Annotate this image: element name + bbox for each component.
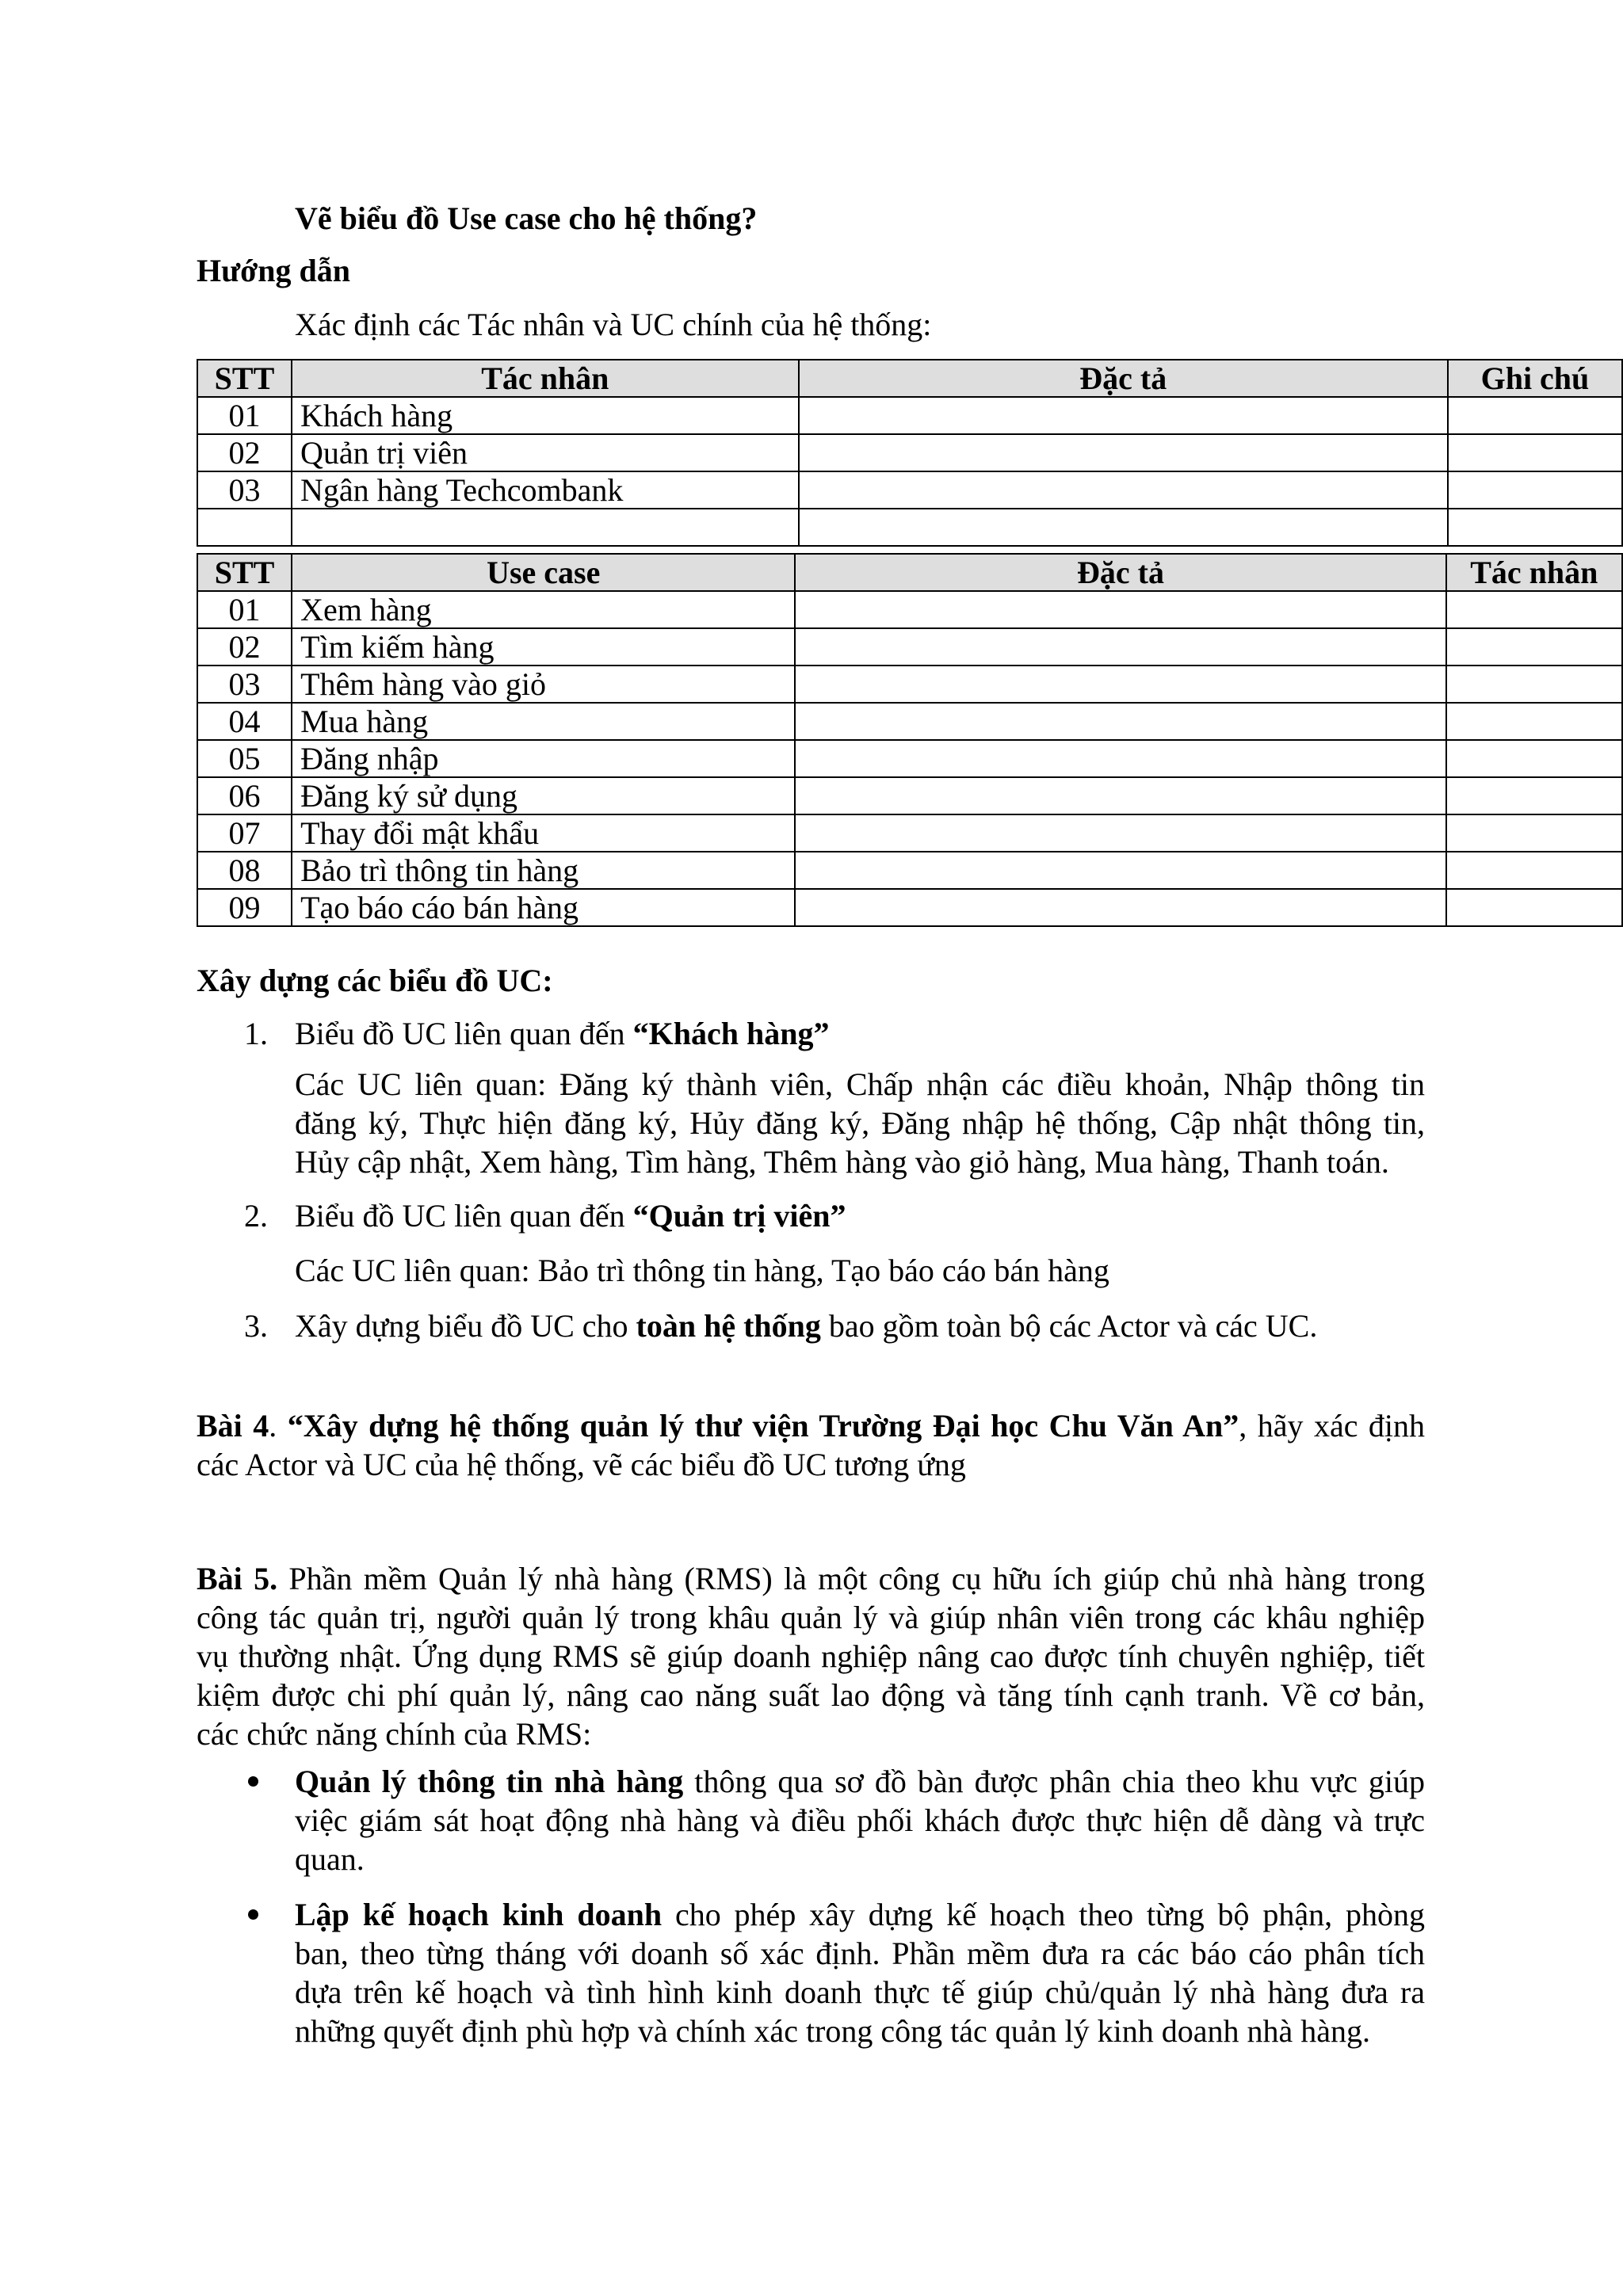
table-row (197, 509, 1622, 546)
table-row (197, 889, 1622, 926)
item-2-prefix: Biểu đồ UC liên quan đến (295, 1198, 633, 1234)
item-2-bold: “Quản trị viên” (632, 1198, 846, 1234)
header-usecase: Use case (292, 554, 795, 591)
header-spec: Đặc tả (799, 360, 1448, 397)
build-heading: Xây dựng các biểu đồ UC: (197, 963, 553, 998)
cell-spec (795, 777, 1445, 814)
cell-stt: 07 (197, 814, 292, 852)
cell-actor (1446, 740, 1622, 777)
table-row (197, 434, 1622, 471)
item-2-number: 2. (244, 1198, 268, 1234)
cell-spec (799, 434, 1448, 471)
cell-actor (1446, 591, 1622, 628)
exercise-4 (197, 1406, 1425, 1484)
exercise-5-line-1 (197, 1559, 1425, 1598)
cell-note (1448, 434, 1622, 471)
intro-text: Xác định các Tác nhân và UC chính của hệ thống: (295, 307, 932, 342)
item-1-bold: “Khách hàng” (632, 1016, 830, 1051)
header-actor: Tác nhân (292, 360, 799, 397)
cell-actor (292, 509, 799, 546)
bullet-2-line: dựa trên kế hoạch và tình hình kinh doanh thực tế giúp chủ/quản lý nhà hàng đưa ra (295, 1974, 1425, 2010)
cell-stt: 09 (197, 889, 292, 926)
item-1-number: 1. (244, 1016, 268, 1051)
cell-stt: 01 (197, 397, 292, 434)
cell-spec (795, 628, 1445, 666)
cell-stt (197, 509, 292, 546)
bullet-2-line: những quyết định phù hợp và chính xác trong công tác quản lý kinh doanh nhà hàng. (295, 2013, 1370, 2049)
bullet-2-line-1 (295, 1895, 1425, 1934)
cell-actor (1446, 852, 1622, 889)
exercise-4-rest: , hãy xác định (1239, 1408, 1426, 1444)
cell-spec (799, 397, 1448, 434)
bullet-1-bold: Quản lý thông tin nhà hàng (295, 1764, 684, 1799)
bullet-1-line: quan. (295, 1841, 365, 1877)
bullet-2-text (295, 1895, 1425, 2050)
cell-stt: 05 (197, 740, 292, 777)
exercise-5-line: công tác quản trị, người quản lý trong khâu quản lý và giúp nhân viên trong các khâu nghiệp (197, 1600, 1425, 1635)
cell-usecase: Tìm kiếm hàng (292, 628, 795, 666)
exercise-5-line: vụ thường nhật. Ứng dụng RMS sẽ giúp doanh nghiệp nâng cao được tính chuyên nghiệp, tiết (197, 1638, 1425, 1674)
header-spec: Đặc tả (795, 554, 1445, 591)
cell-note (1448, 397, 1622, 434)
actor-table (197, 359, 1623, 547)
table-row (197, 814, 1622, 852)
cell-actor (1446, 666, 1622, 703)
item-3-bold: toàn hệ thống (636, 1308, 821, 1344)
bullet-2-rest: cho phép xây dựng kế hoạch theo từng bộ phận, phòng (662, 1897, 1425, 1932)
cell-usecase: Thêm hàng vào giỏ (292, 666, 795, 703)
cell-stt: 03 (197, 666, 292, 703)
bullet-1-line: việc giám sát hoạt động nhà hàng và điều phối khách được thực hiện dễ dàng và trực (295, 1802, 1425, 1838)
exercise-4-dot: . (269, 1408, 288, 1444)
table-row (197, 591, 1622, 628)
exercise-5-label: Bài 5. (197, 1561, 278, 1596)
usecase-table (197, 553, 1623, 927)
header-stt: STT (197, 554, 292, 591)
item-2-text (295, 1200, 846, 1232)
cell-actor: Ngân hàng Techcombank (292, 471, 799, 509)
actor-table-header (197, 360, 1622, 397)
item-1-detail-line: đăng ký, Thực hiện đăng ký, Hủy đăng ký, Đăng nhập hệ thống, Cập nhật thông tin, (295, 1105, 1425, 1141)
item-1-text (295, 1018, 829, 1050)
exercise-4-line-1 (197, 1406, 1425, 1445)
exercise-4-label: Bài 4 (197, 1408, 269, 1444)
cell-spec (795, 666, 1445, 703)
cell-stt: 02 (197, 434, 292, 471)
cell-usecase: Tạo báo cáo bán hàng (292, 889, 795, 926)
table-row (197, 777, 1622, 814)
header-stt: STT (197, 360, 292, 397)
exercise-5-rest: Phần mềm Quản lý nhà hàng (RMS) là một công cụ hữu ích giúp chủ nhà hàng trong (277, 1561, 1425, 1596)
cell-stt: 01 (197, 591, 292, 628)
item-3-prefix: Xây dựng biểu đồ UC cho (295, 1308, 636, 1344)
cell-spec (795, 889, 1445, 926)
cell-usecase: Thay đổi mật khẩu (292, 814, 795, 852)
cell-spec (795, 591, 1445, 628)
cell-note (1448, 509, 1622, 546)
cell-usecase: Đăng nhập (292, 740, 795, 777)
item-1-detail-line: Các UC liên quan: Đăng ký thành viên, Chấp nhận các điều khoản, Nhập thông tin (295, 1066, 1425, 1102)
cell-usecase: Bảo trì thông tin hàng (292, 852, 795, 889)
cell-spec (795, 852, 1445, 889)
exercise-5-line: các chức năng chính của RMS: (197, 1716, 592, 1752)
cell-spec (799, 509, 1448, 546)
table-row (197, 471, 1622, 509)
bullet-icon (248, 1776, 258, 1787)
header-actor: Tác nhân (1446, 554, 1622, 591)
cell-actor: Khách hàng (292, 397, 799, 434)
cell-actor (1446, 889, 1622, 926)
bullet-1-text (295, 1762, 1425, 1878)
guide-heading: Hướng dẫn (197, 253, 351, 288)
bullet-2-line: ban, theo từng tháng với doanh số xác định. Phần mềm đưa ra các báo cáo phân tích (295, 1936, 1425, 1971)
cell-usecase: Đăng ký sử dụng (292, 777, 795, 814)
item-2-detail: Các UC liên quan: Bảo trì thông tin hàng, Tạo báo cáo bán hàng (295, 1253, 1109, 1288)
header-note: Ghi chú (1448, 360, 1622, 397)
cell-actor: Quản trị viên (292, 434, 799, 471)
table-row (197, 740, 1622, 777)
bullet-1-rest: thông qua sơ đồ bàn được phân chia theo khu vực giúp (683, 1764, 1425, 1799)
cell-spec (799, 471, 1448, 509)
question-heading: Vẽ biểu đồ Use case cho hệ thống? (295, 200, 758, 236)
table-row (197, 666, 1622, 703)
item-1-detail-line: Hủy cập nhật, Xem hàng, Tìm hàng, Thêm hàng vào giỏ hàng, Mua hàng, Thanh toán. (295, 1144, 1389, 1180)
table-row (197, 397, 1622, 434)
item-3-text (295, 1310, 1317, 1342)
cell-note (1448, 471, 1622, 509)
bullet-1-line-1 (295, 1762, 1425, 1801)
table-row (197, 852, 1622, 889)
cell-actor (1446, 777, 1622, 814)
bullet-icon (248, 1909, 258, 1920)
cell-usecase: Xem hàng (292, 591, 795, 628)
cell-spec (795, 740, 1445, 777)
cell-stt: 03 (197, 471, 292, 509)
table-row (197, 703, 1622, 740)
cell-stt: 06 (197, 777, 292, 814)
item-1-prefix: Biểu đồ UC liên quan đến (295, 1016, 633, 1051)
cell-spec (795, 703, 1445, 740)
exercise-4-line-2: các Actor và UC của hệ thống, vẽ các biểu đồ UC tương ứng (197, 1447, 966, 1482)
cell-actor (1446, 814, 1622, 852)
usecase-table-header (197, 554, 1622, 591)
cell-stt: 08 (197, 852, 292, 889)
exercise-5-line: kiệm được chi phí quản lý, nâng cao năng suất lao động và tăng tính cạnh tranh. Về cơ bản, (197, 1677, 1425, 1713)
cell-actor (1446, 703, 1622, 740)
cell-usecase: Mua hàng (292, 703, 795, 740)
item-3-suffix: bao gồm toàn bộ các Actor và các UC. (820, 1308, 1318, 1344)
exercise-5 (197, 1559, 1425, 1753)
table-row (197, 628, 1622, 666)
item-3-number: 3. (244, 1308, 268, 1344)
bullet-2-bold: Lập kế hoạch kinh doanh (295, 1897, 663, 1932)
cell-stt: 02 (197, 628, 292, 666)
cell-actor (1446, 628, 1622, 666)
cell-spec (795, 814, 1445, 852)
exercise-4-title: “Xây dựng hệ thống quản lý thư viện Trường Đại học Chu Văn An” (287, 1408, 1239, 1444)
cell-stt: 04 (197, 703, 292, 740)
item-1-detail (295, 1065, 1425, 1181)
